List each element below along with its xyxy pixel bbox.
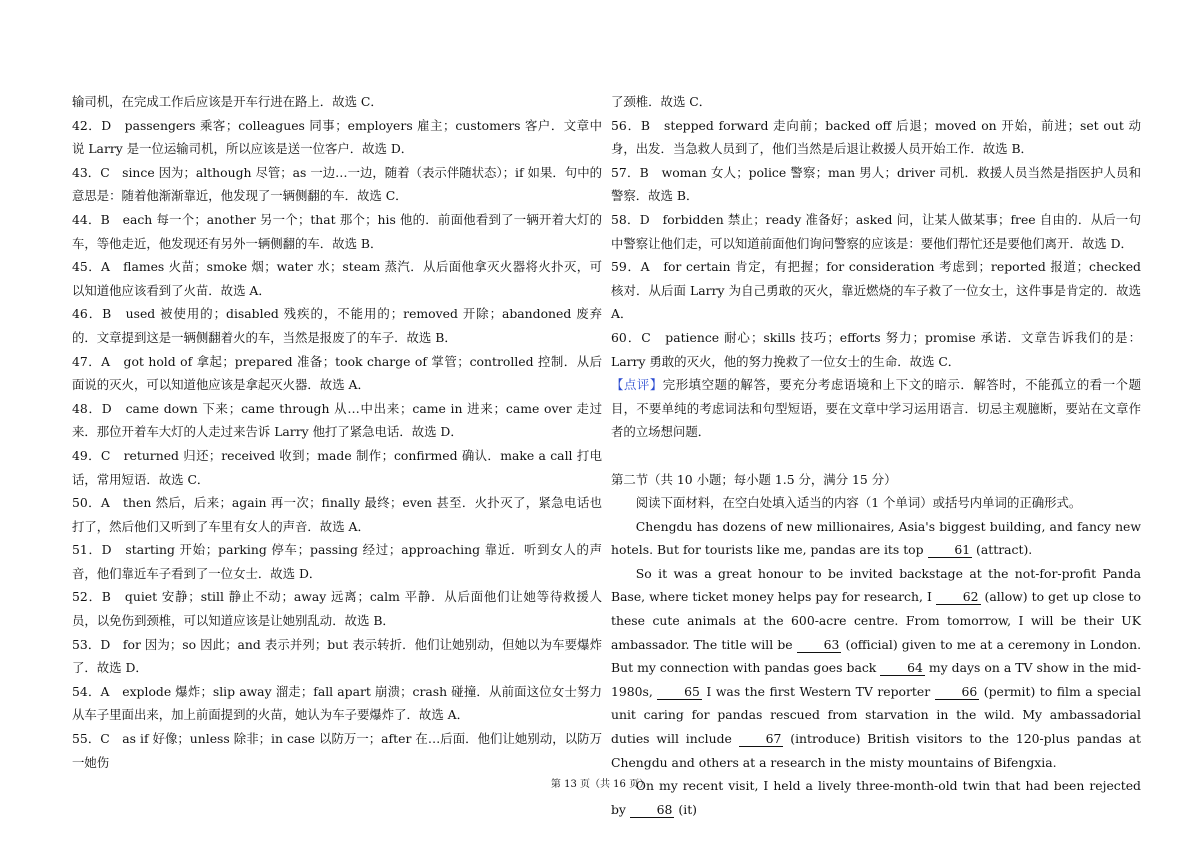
- answer-50: 50．A then 然后，后来；again 再一次；finally 最终；even 甚至．火扑灭了，紧急电话也打了，然后他们又听到了车里有女人的声音．故选 A．: [72, 495, 602, 534]
- answer-59: 59．A for certain 肯定，有把握；for consideration 考虑到；reported 报道；checked 核对．从后面 Larry 为自己勇敢的灭火，靠近燃烧的车子救了一位女士，这件事是肯定的．故选 A．: [611, 259, 1141, 322]
- passage-paragraph-1: Chengdu has dozens of new millionaires, Asia's biggest building, and fancy new hotels. But for tourists like me, pandas are its top 61 (attract).: [611, 518, 1141, 558]
- blank-68: 68: [630, 803, 675, 818]
- answer-42: 42．D passengers 乘客；colleagues 同事；employers 雇主；customers 客户．文章中说 Larry 是一位运输司机，所以应该是送一位客户．故选 D．: [72, 117, 602, 157]
- answer-line: 输司机，在完成工作后应该是开车行进在路上．故选 C．: [72, 94, 383, 109]
- blank-64: 64: [880, 661, 925, 676]
- comment-tag: 【点评】: [611, 377, 663, 393]
- answer-46: 46．B used 被使用的；disabled 残疾的，不能用的；removed 开除；abandoned 废弃的．文章提到这是一辆侧翻着火的车，当然是报废了的车子．故选 B．: [72, 306, 602, 345]
- blank-61: 61: [928, 543, 973, 558]
- blank-62: 62: [936, 590, 981, 605]
- comment-paragraph: [611, 373, 1141, 444]
- answer-51: 51．D starting 开始；parking 停车；passing 经过；approaching 靠近．听到女人的声音，他们靠近车子看到了一位女士．故选 D．: [72, 542, 602, 581]
- left-column: [72, 90, 602, 774]
- answer-44: 44．B each 每一个；another 另一个；that 那个；his 他的．前面他看到了一辆开着大灯的车，等他走近，他发现还有另外一辆侧翻的车．故选 B．: [72, 211, 602, 251]
- answer-57: 57．B woman 女人；police 警察；man 男人；driver 司机．救援人员当然是指医护人员和警察．故选 B．: [611, 164, 1141, 204]
- answer-49: 49．C returned 归还；received 收到；made 制作；confirmed 确认．make a call 打电话，常用短语．故选 C．: [72, 447, 602, 487]
- answer-55: 55．C as if 好像；unless 除非；in case 以防万一；after 在…后面．他们让她别动，以防万一她伤: [72, 731, 602, 770]
- spacer: [611, 444, 1141, 468]
- answer-56: 56．B stepped forward 走向前；backed off 后退；moved on 开始，前进；set out 动身，出发．当急救人员到了，他们当然是后退让救援人员开始工作．故选 B．: [611, 117, 1141, 157]
- right-column: [611, 90, 1141, 821]
- answer-45: 45．A flames 火苗；smoke 烟；water 水；steam 蒸汽．从后面他拿灭火器将火扑灭，可以知道他应该看到了火苗．故选 A．: [72, 259, 602, 298]
- answer-54: 54．A explode 爆炸；slip away 溜走；fall apart 崩溃；crash 碰撞．从前面这位女士努力从车子里面出来，加上前面提到的火苗，她认为车子要爆炸了．故选 A．: [72, 683, 602, 723]
- answer-58: 58．D forbidden 禁止；ready 准备好；asked 问，让某人做某事；free 自由的．从后一句中警察让他们走，可以知道前面他们询问警察的应该是：要他们帮忙还是要他们离开．故选 D．: [611, 211, 1141, 251]
- passage-paragraph-3: On my recent visit, I held a lively three-month-old twin that had been rejected by 68 (it): [611, 778, 1141, 817]
- blank-63: 63: [797, 638, 842, 653]
- blank-67: 67: [739, 732, 784, 747]
- section-instruction: 阅读下面材料，在空白处填入适当的内容（1 个单词）或括号内单词的正确形式。: [635, 495, 1082, 511]
- answer-60: 60．C patience 耐心；skills 技巧；efforts 努力；promise 承诺．文章告诉我们的是：Larry 勇敢的灭火，他的努力挽救了一位女士的生命．故选 C．: [611, 329, 1141, 369]
- blank-65: 65: [657, 685, 702, 700]
- blank-66: 66: [935, 685, 980, 700]
- answer-line: 了颈椎．故选 C．: [611, 94, 712, 109]
- answer-48: 48．D came down 下来；came through 从…中出来；came in 进来；came over 走过来．那位开着车大灯的人走过来告诉 Larry 他打了紧急电话．故选 D．: [72, 400, 602, 440]
- answer-47: 47．A got hold of 拿起；prepared 准备；took charge of 掌管；controlled 控制．从后面说的灭火，可以知道他应该是拿起灭火器．故选 A．: [72, 353, 602, 393]
- comment-text: 完形填空题的解答，要充分考虑语境和上下文的暗示．解答时，不能孤立的看一个题目，不要单纯的考虑词法和句型短语，要在文章中学习运用语言．切忌主观臆断，要站在文章作者的立场想问题．: [611, 377, 1142, 440]
- page-footer: 第 13 页（共 16 页）: [550, 779, 650, 790]
- section-heading: 第二节（共 10 小题；每小题 1.5 分，满分 15 分）: [611, 471, 897, 487]
- answer-52: 52．B quiet 安静；still 静止不动；away 远离；calm 平静．从后面他们让她等待救援人员，以免伤到颈椎，可以知道应该是让她别乱动．故选 B．: [72, 589, 602, 629]
- answer-43: 43．C since 因为；although 尽管；as 一边…一边，随着（表示伴随状态）；if 如果．句中的意思是：随着他渐渐靠近，他发现了一辆侧翻的车．故选 C．: [72, 164, 602, 204]
- answer-53: 53．D for 因为；so 因此；and 表示并列；but 表示转折．他们让她别动，但她以为车要爆炸了．故选 D．: [72, 636, 602, 676]
- passage-paragraph-2: So it was a great honour to be invited backstage at the not-for-profit Panda Base, where ticket money helps pay for research, I 62 (allow) to get up close to these cute animals at the 600-acre centre. From tomorrow, I will be their UK ambassador. The title will be 63 (official) given to me at a ceremony in London. But my connection with pandas goes back 64 my days on a TV show in the mid-1980s, 65 I was the first Western TV reporter 66 (permit) to film a special unit caring for pandas rescued from starvation in the wild. My ambassadorial duties will include 67 (introduce) British visitors to the 120-plus pandas at Chengdu and others at a research in the misty mountains of Bifengxia.: [611, 565, 1142, 770]
